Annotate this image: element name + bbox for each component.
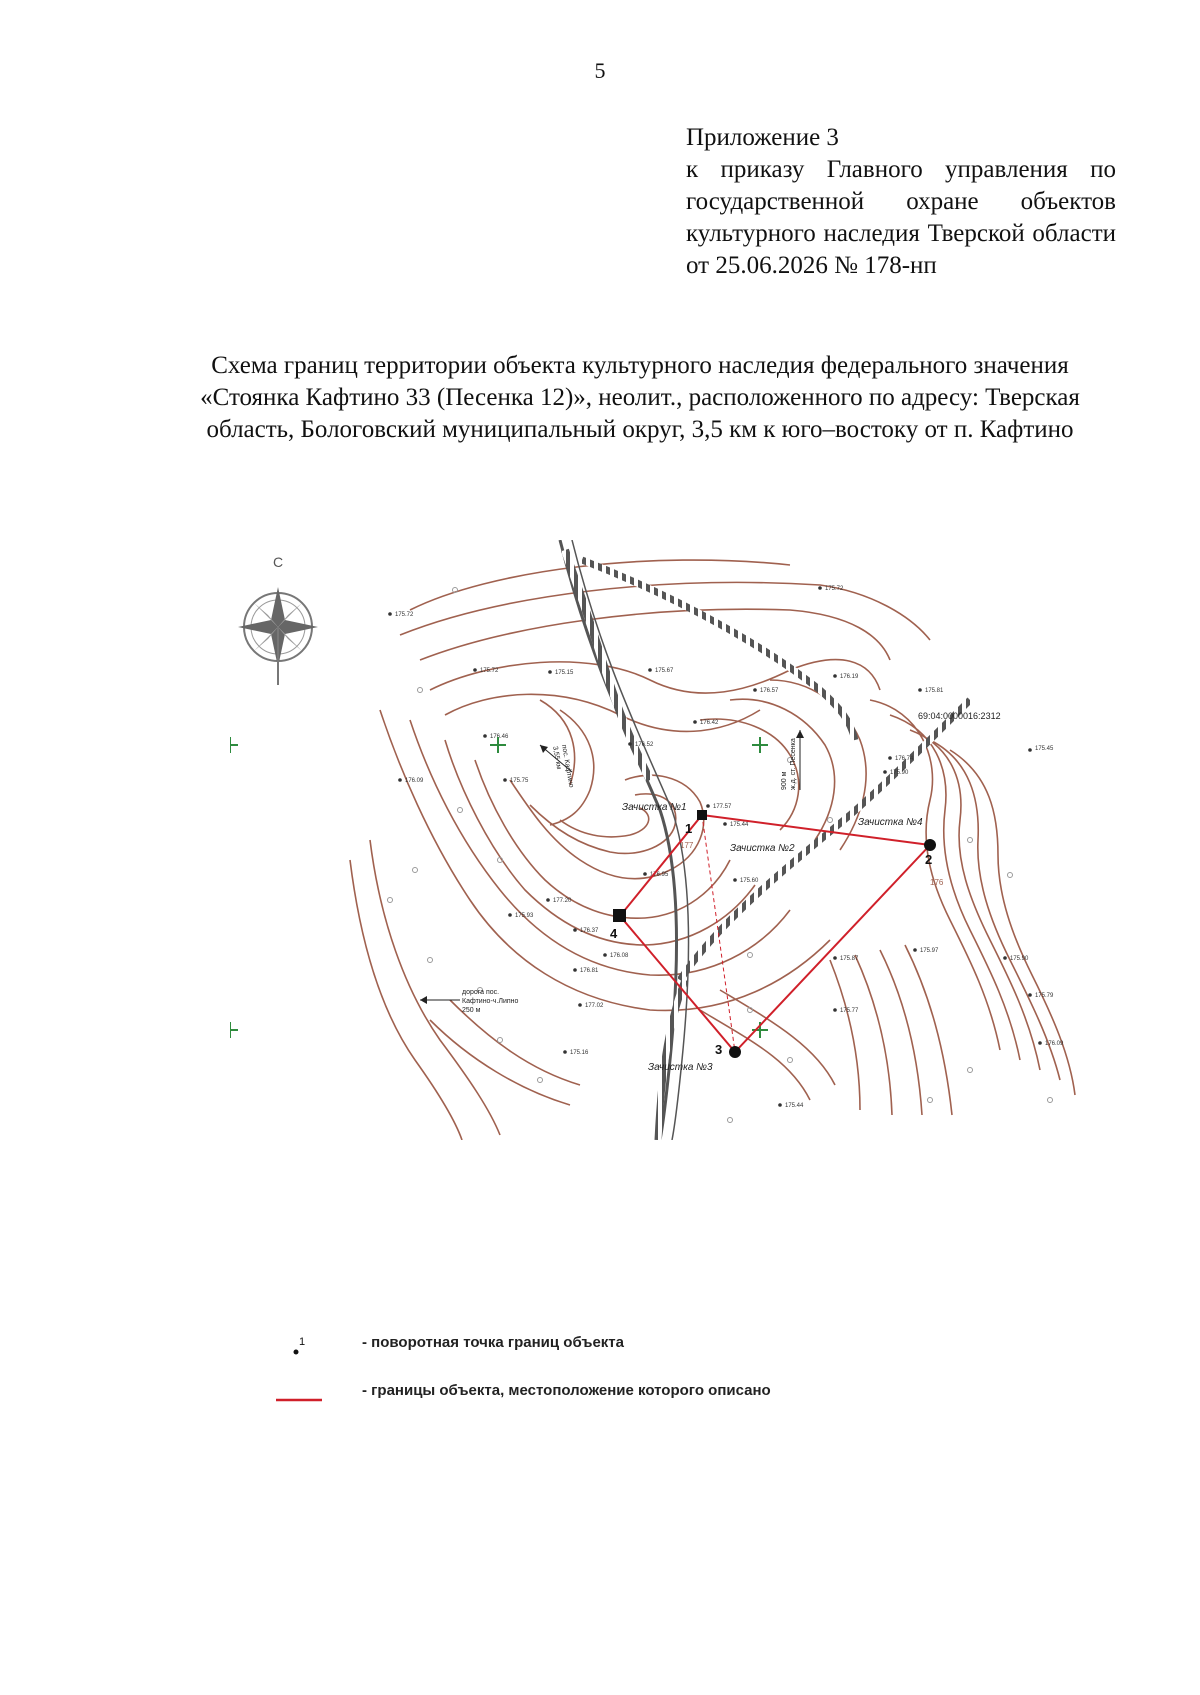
elevation-point — [733, 878, 759, 884]
contour-lines — [350, 560, 1075, 1140]
road-note-top-line: пос. Кафтино — [560, 744, 575, 789]
elevation-point — [753, 688, 779, 694]
contour-label: 177 — [680, 841, 694, 850]
elevation-point — [563, 1050, 589, 1056]
boundary-point-label: 2 — [925, 852, 933, 867]
boundary-point-label: 4 — [610, 926, 618, 941]
compass-north-label: С — [272, 554, 284, 570]
clearing-1-label: Зачистка №1 — [622, 802, 687, 813]
road-note-left-line: дорога пос. — [462, 989, 500, 996]
elevation-label: 176.09 — [405, 778, 424, 784]
elevation-point — [778, 1103, 804, 1109]
elevation-markers — [388, 586, 1064, 1109]
elevation-point — [1038, 1041, 1064, 1047]
elevation-label: 175.15 — [555, 670, 574, 676]
elevation-label: 176.74 — [895, 756, 914, 762]
elevation-label: 176.81 — [580, 968, 599, 974]
elevation-label: 175.90 — [890, 770, 909, 776]
elevation-label: 177.57 — [713, 804, 732, 810]
turning-point-symbol — [270, 1330, 330, 1360]
elevation-label: 176.57 — [760, 688, 779, 694]
elevation-point — [483, 734, 509, 740]
elevation-label: 176.46 — [490, 734, 509, 740]
road-note-top-line: 3,55 км — [551, 745, 563, 771]
elevation-label: 176.19 — [840, 674, 859, 680]
road-note-mid-line: ж.д. ст. Песенка — [790, 738, 797, 790]
elevation-label: 175.72 — [825, 586, 844, 592]
legend-text: - границы объекта, местоположение которого описано — [362, 1382, 771, 1399]
elevation-label: 175.72 — [480, 668, 499, 674]
boundary-point-4 — [610, 909, 626, 941]
compass-rose — [238, 554, 318, 685]
elevation-point — [1028, 993, 1054, 999]
elevation-label: 175.77 — [840, 1008, 859, 1014]
direction-note-left — [420, 989, 519, 1014]
clearing-3-label: Зачистка №3 — [648, 1062, 713, 1073]
elevation-point — [833, 1008, 859, 1014]
elevation-label: 175.67 — [655, 668, 674, 674]
elevation-point — [888, 756, 914, 762]
appendix-body: к приказу Главного управления по государственной охране объектов культурного наследия Тверской области от 25.06.2026 № 178-нп — [686, 156, 1116, 279]
elevation-point — [818, 586, 844, 592]
elevation-label: 176.95 — [650, 872, 669, 878]
elevation-label: 175.75 — [510, 778, 529, 784]
elevation-label: 175.60 — [740, 878, 759, 884]
elevation-point — [693, 720, 719, 726]
elevation-label: 175.44 — [730, 822, 749, 828]
elevation-point — [1003, 956, 1029, 962]
elevation-point — [578, 1003, 604, 1009]
elevation-point — [573, 968, 599, 974]
elevation-label: 177.02 — [585, 1003, 604, 1009]
legend-point-label: 1 — [299, 1336, 306, 1348]
road-note-mid-line: 900 м — [781, 771, 788, 790]
direction-note-mid — [781, 730, 804, 790]
elevation-point — [503, 778, 529, 784]
elevation-point — [883, 770, 909, 776]
legend-item-turning-point — [270, 1330, 970, 1360]
page-number: 5 — [594, 58, 606, 83]
elevation-point — [833, 674, 859, 680]
elevation-label: 176.42 — [700, 720, 719, 726]
elevation-point — [648, 668, 674, 674]
elevation-label: 175.81 — [925, 688, 944, 694]
elevation-label: 175.72 — [395, 612, 414, 618]
elevation-point — [723, 822, 749, 828]
contour-label: 176 — [930, 878, 944, 887]
boundary-line-symbol — [270, 1378, 330, 1408]
document-title: Схема границ территории объекта культурного наследия федерального значения «Стоянка Кафтино 33 (Песенка 12)», неолит., расположенного по адресу: Тверская область, Бологовский муниципальный округ, 3,5 км к юго–востоку от п. Кафтино — [200, 352, 1080, 443]
elevation-label: 175.79 — [1035, 993, 1054, 999]
elevation-label: 175.93 — [515, 913, 534, 919]
boundary-point-label: 1 — [685, 821, 693, 836]
elevation-label: 175.90 — [1010, 956, 1029, 962]
elevation-label: 176.08 — [610, 953, 629, 959]
elevation-label: 175.45 — [1035, 746, 1054, 752]
elevation-point — [398, 778, 424, 784]
elevation-point — [918, 688, 944, 694]
boundary-map — [230, 540, 1090, 1145]
direction-note-top — [540, 744, 575, 790]
elevation-point — [1028, 746, 1054, 752]
elevation-label: 175.16 — [570, 1050, 589, 1056]
elevation-point — [833, 956, 859, 962]
elevation-label: 177.20 — [553, 898, 572, 904]
elevation-point — [706, 804, 732, 810]
appendix-block — [686, 122, 1116, 282]
clearing-2-label: Зачистка №2 — [730, 843, 795, 854]
elevation-point — [913, 948, 939, 954]
elevation-point — [508, 913, 534, 919]
road-note-left-line: 250 м — [462, 1007, 481, 1014]
elevation-label: 176.09 — [1045, 1041, 1064, 1047]
elevation-label: 176.52 — [635, 742, 654, 748]
elevation-label: 176.37 — [580, 928, 599, 934]
road-note-left-line: Кафтино-ч.Липно — [462, 998, 519, 1005]
elevation-point — [546, 898, 572, 904]
cadastral-number: 69:04:0000016:2312 — [918, 711, 1001, 721]
boundary-point-2 — [924, 839, 936, 867]
legend-item-boundary-line — [270, 1378, 970, 1408]
legend-text: - поворотная точка границ объекта — [362, 1334, 624, 1351]
elevation-point — [548, 670, 574, 676]
map-svg — [230, 540, 1090, 1140]
elevation-point — [388, 612, 414, 618]
elevation-label: 175.87 — [840, 956, 859, 962]
clearing-4-label: Зачистка №4 — [858, 817, 923, 828]
elevation-point — [603, 953, 629, 959]
elevation-label: 175.97 — [920, 948, 939, 954]
boundary-point-label: 3 — [715, 1042, 723, 1057]
appendix-title: Приложение 3 — [686, 124, 839, 151]
elevation-label: 175.44 — [785, 1103, 804, 1109]
